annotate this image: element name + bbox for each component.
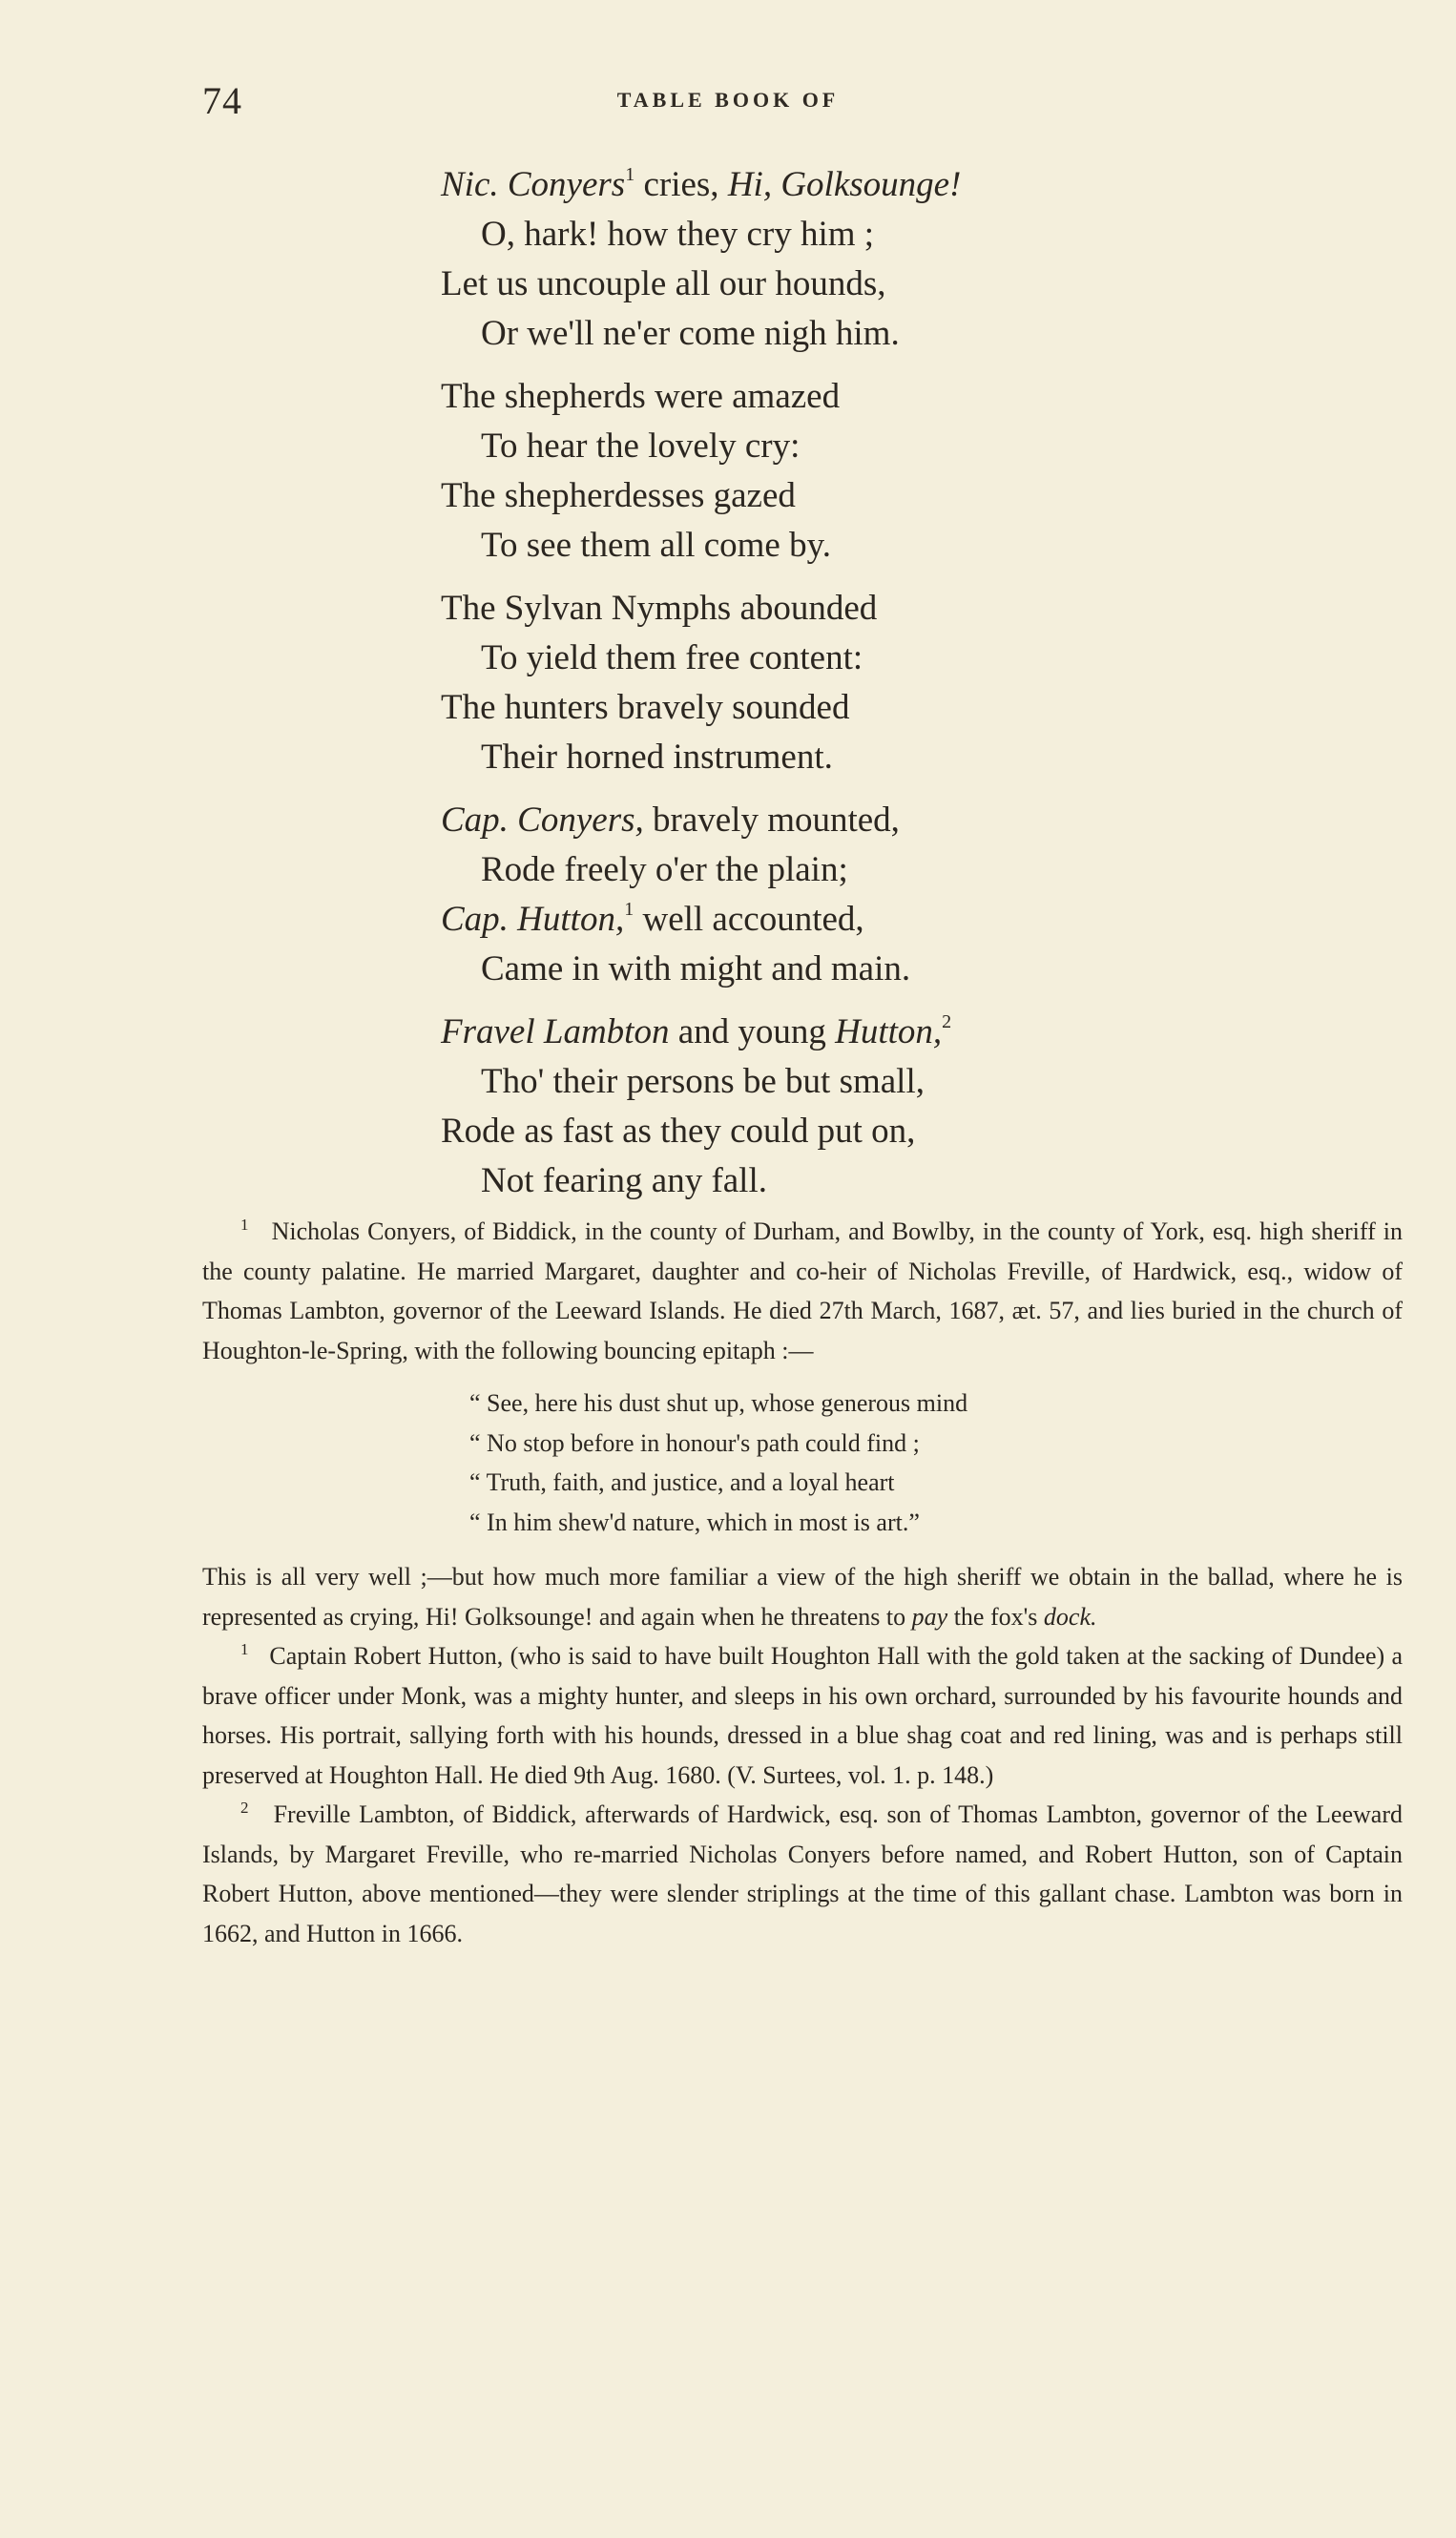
footnote-commentary (202, 1557, 1403, 1636)
speaker-name: Nic. Conyers (441, 165, 626, 204)
stanza (441, 1008, 1300, 1206)
commentary-text: the fox's (947, 1602, 1044, 1631)
footnote-lambton (202, 1795, 1403, 1953)
poem-line: Not fearing any fall. (481, 1161, 767, 1200)
stanza (441, 796, 1300, 994)
footnote-text: Freville Lambton, of Biddick, afterwards of Hardwick, esq. son of Thomas Lambton, governor of the Leeward Islands, by Margaret Freville, who re-married Nicholas Conyers before named, and Robert Hutton, son of Captain Robert Hutton, above mentioned—they were slender striplings at the time of this gallant chase. Lambton was born in 1662, and Hutton in 1666. (202, 1800, 1403, 1947)
poem-line: The hunters bravely sounded (441, 688, 850, 727)
stanza (441, 584, 1300, 782)
stanza (441, 372, 1300, 571)
commentary-italic: pay (911, 1602, 948, 1631)
footnotes (202, 1212, 1403, 1953)
poem-line: O, hark! how they cry him ; (481, 215, 875, 254)
poem-line (441, 895, 1300, 945)
poem-line (441, 796, 1300, 845)
poem-line: The shepherdesses gazed (441, 476, 796, 515)
poem-line: Let us uncouple all our hounds, (441, 264, 886, 303)
poem-line (441, 160, 1300, 210)
line-text: well accounted, (634, 900, 864, 939)
footnote-text: Nicholas Conyers, of Biddick, in the county of Durham, and Bowlby, in the county of York, esq. high sheriff in the county palatine. He married Margaret, daughter and co-heir of Nicholas Freville, of Hardwick, esq., widow of Thomas Lambton, governor of the Leeward Islands. He died 27th March, 1687, æt. 57, and lies buried in the church of Houghton-le-Spring, with the following bouncing epitaph :— (202, 1217, 1404, 1364)
footnote-text: Captain Robert Hutton, (who is said to have built Houghton Hall with the gold taken at the sacking of Dundee) a brave officer under Monk, was a mighty hunter, and sleeps in his own orchard, surrounded by his favourite hounds and horses. His portrait, sallying forth with his hounds, dressed in a blue shag coat and red lining, was and is perhaps still preserved at Houghton Hall. He died 9th Aug. 1680. (V. Surtees, vol. 1. p. 148.) (202, 1642, 1403, 1789)
poem-line: To see them all come by. (481, 526, 831, 565)
poem-line: The shepherds were amazed (441, 377, 841, 416)
commentary-text: This is all very well ;—but how much more familiar a view of the high sheriff we obtain in the ballad, where he is represented as crying, Hi! Golksounge! and again when he threatens to (202, 1563, 1403, 1631)
poem-line: Came in with might and main. (481, 949, 911, 988)
epitaph (469, 1383, 1403, 1542)
footnote-hutton (202, 1636, 1403, 1795)
stanza (441, 160, 1300, 359)
poem-line: Rode freely o'er the plain; (481, 850, 848, 889)
poem-line: Their horned instrument. (481, 738, 833, 777)
epitaph-line: “ Truth, faith, and justice, and a loyal heart (469, 1468, 895, 1496)
epitaph-line: “ In him shew'd nature, which in most is art.” (469, 1508, 920, 1536)
exclamation: Hi, Golksounge! (727, 165, 962, 204)
poem-line: Rode as fast as they could put on, (441, 1112, 916, 1151)
footnote-conyers (202, 1212, 1403, 1370)
poem-line: Or we'll ne'er come nigh him. (481, 314, 900, 353)
speaker-name: Hutton, (835, 1012, 943, 1051)
page-number: 74 (202, 79, 242, 122)
footnote-marker: 1 (240, 1216, 249, 1234)
poem-line: To hear the lovely cry: (481, 426, 801, 466)
speaker-name: Fravel Lambton (441, 1012, 670, 1051)
running-head: TABLE BOOK OF (616, 88, 840, 112)
speaker-name: Cap. Conyers, (441, 801, 644, 840)
line-text: cries, (634, 165, 728, 204)
epitaph-line: “ No stop before in honour's path could find ; (469, 1428, 920, 1457)
ballad-poem (441, 160, 1300, 1219)
line-text: and young (669, 1012, 836, 1051)
footnote-marker: 1 (240, 1640, 249, 1658)
epitaph-line: “ See, here his dust shut up, whose generous mind (469, 1389, 968, 1417)
commentary-italic: dock. (1043, 1602, 1097, 1631)
poem-line: To yield them free content: (481, 638, 863, 677)
footnote-ref: 1 (625, 164, 635, 185)
poem-line: Tho' their persons be but small, (481, 1062, 925, 1101)
poem-line (441, 1008, 1300, 1057)
speaker-name: Cap. Hutton, (441, 900, 625, 939)
footnote-ref: 1 (624, 899, 634, 920)
poem-line: The Sylvan Nymphs abounded (441, 589, 878, 628)
footnote-ref: 2 (942, 1011, 952, 1032)
footnote-marker: 2 (240, 1799, 249, 1817)
line-text: bravely mounted, (643, 801, 900, 840)
